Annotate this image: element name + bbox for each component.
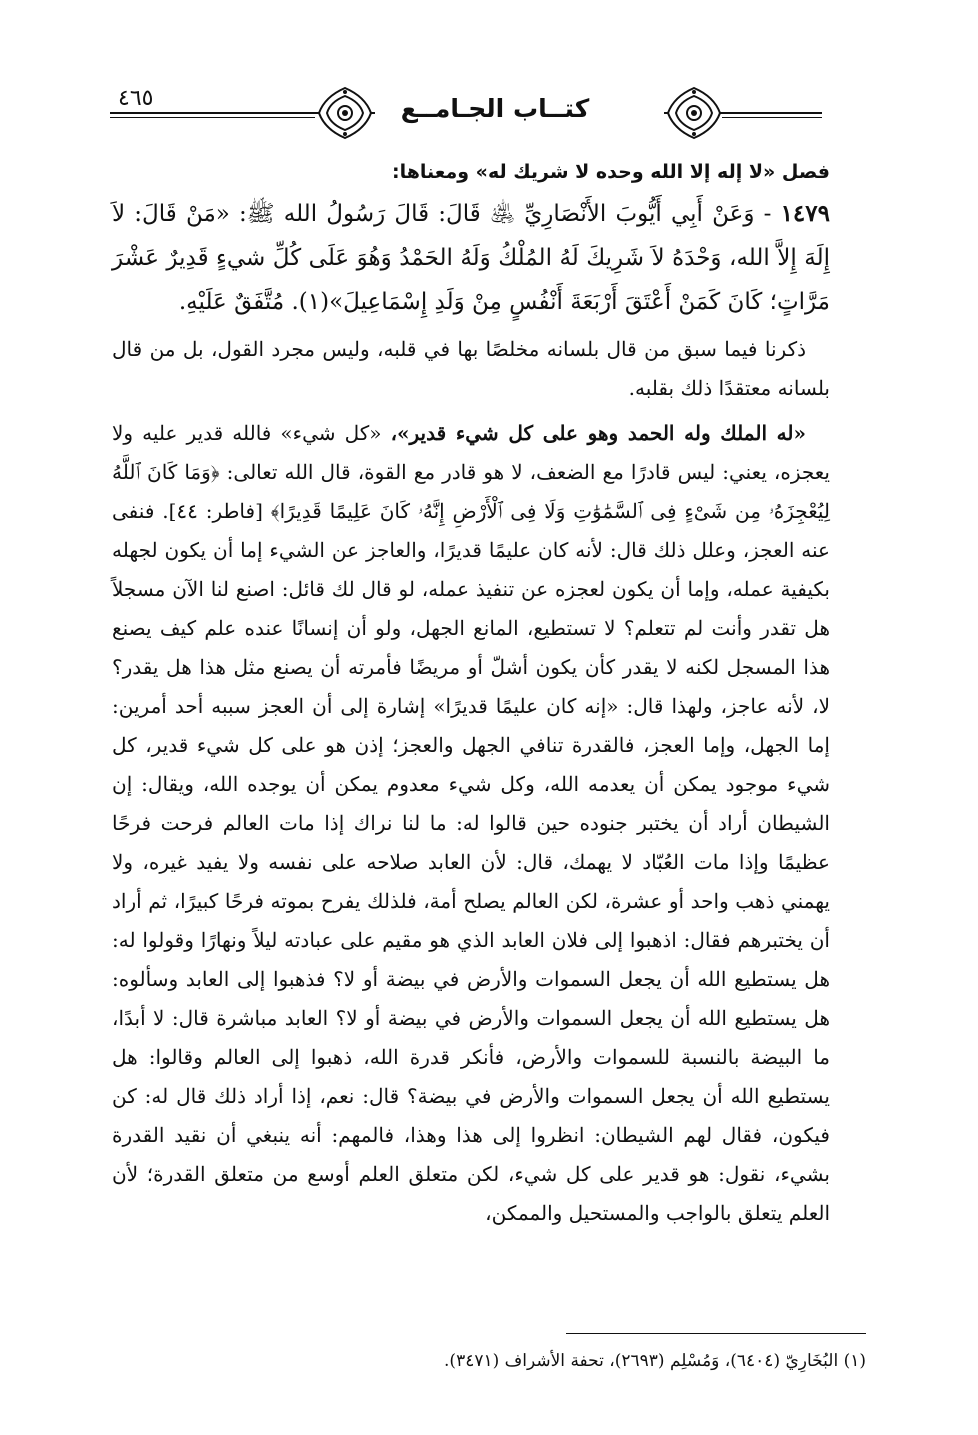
paragraph-body: «كل شيء» فالله قدير عليه ولا يعجزه، يعني: ليس قادرًا مع الضعف، لا هو قادر مع القوة، قال الله تعالى: ﴿وَمَا كَانَ ٱللَّهُ لِيُعْجِزَهُۥ مِن شَىْءٍ فِى ٱلسَّمَٰوَٰتِ وَلَا فِى ٱلْأَرْضِ إِنَّهُۥ كَانَ عَلِيمًا قَدِيرًا﴾ [فاطر: ٤٤]. فنفى عنه العجز، وعلل ذلك قال: لأنه كان عليمًا قديرًا، والعاجز عن الشيء إما أن يكون لجهله بكيفية عمله، وإما أن يكون لعجزه عن تنفيذ عمله، لو قال لك قائل: اصنع لنا الآن مسجلاً هل تقدر وأنت لم تتعلم؟ لا تستطيع، المانع الجهل، ولو أن إنسانًا عنده علم كيف يصنع هذا المسجل لكنه لا يقدر كأن يكون أشلّ أو مريضًا فأمرته أن يصنع مثل هذا هل يقدر؟ لا، لأنه عاجز، ولهذا قال: «إنه كان عليمًا قديرًا» إشارة إلى أن العجز سببه أحد أمرين: إما الجهل، وإما العجز، فالقدرة تنافي الجهل والعجز؛ إذن هو على كل شيء قدير، كل شيء موجود يمكن أن يعدمه الله، وكل شيء معدوم يمكن أن يوجده الله، ويقال: إن الشيطان أراد أن يختبر جنوده حين قالوا له: ما لنا نراك إذا مات العالم فرحت فرحًا عظيمًا وإذا مات العُبّاد لا يهمك، قال: لأن العابد صلاحه على نفسه ولا يفيد غيره، ولا يهمني ذهب واحد أو عشرة، لكن العالم يصلح أمة، فلذلك يفرح بموته فرحًا كبيرًا، ثم أراد أن يختبرهم فقال: اذهبوا إلى فلان العابد الذي هو مقيم على عبادته ليلاً ونهارًا وقولوا له: هل يستطيع الله أن يجعل السموات والأرض في بيضة أو لا؟ فذهبوا إلى العابد وسألوه: هل يستطيع الله أن يجعل السموات والأرض في بيضة أو لا؟ العابد مباشرة قال: لا أبدًا، ما البيضة بالنسبة للسموات والأرض، فأنكر قدرة الله، ذهبوا إلى العالم وقالوا: هل يستطيع الله أن يجعل السموات والأرض في بيضة؟ قال: نعم، إذا أراد ذلك قال له: كن فيكون، فقال لهم الشيطان: انظروا إلى هذا وهذا، فالمهم: أنه ينبغي أن نقيد القدرة بشيء، نقول: هو قدير على كل شيء، لكن متعلق العلم أوسع من متعلق القدرة؛ لأن العلم يتعلق بالواجب والمستحيل والممكن،	[112, 421, 830, 1225]
footnote-divider	[566, 1333, 866, 1334]
hadith-text	[112, 192, 830, 324]
page-content	[112, 152, 830, 1233]
header-rule-right	[722, 112, 822, 114]
section-heading: فصل «لا إله إلا الله وحده لا شريك له» ومعناها:	[391, 161, 830, 183]
page-number: ٤٦٥	[118, 86, 154, 111]
commentary-paragraph-1: ذكرنا فيما سبق من قال بلسانه مخلصًا بها في قلبه، وليس مجرد القول، بل من قال بلسانه معتقدًا ذلك بقلبه.	[112, 337, 830, 400]
hadith-number: ١٤٧٩	[780, 200, 830, 227]
header-rule-right-thin	[722, 117, 822, 118]
hadith-body: - وَعَنْ أَبِي أَيُّوبَ الأَنْصَارِيِّ ﵁ قَالَ: قَالَ رَسُولُ الله ﷺ: «مَنْ قَالَ: لاَ إِلَهَ إِلاَّ الله، وَحْدَهُ لاَ شَرِيكَ لَهُ المُلْكُ وَلَهُ الحَمْدُ وَهُوَ عَلَى كُلِّ شيءٍ قَدِيرٌ عَشْرَ مَرَّاتٍ؛ كَانَ كَمَنْ أَعْتَقَ أَرْبَعَةَ أَنْفُسٍ مِنْ وَلَدِ إِسْمَاعِيلَ»(١). مُتَّفَقٌ عَلَيْهِ.	[112, 201, 830, 315]
header-rule-left-thin	[110, 117, 315, 118]
page-header	[110, 80, 822, 142]
commentary-paragraph-2	[112, 414, 830, 1233]
footnote: (١) البُخَارِيّ (٦٤٠٤)، وَمُسْلِم (٢٦٩٣)، تحفة الأشراف (٣٤٧١).	[444, 1351, 866, 1371]
paragraph-lead: «له الملك وله الحمد وهو على كل شيء قدير»،	[390, 421, 806, 445]
ornament-right-icon	[664, 84, 724, 142]
book-title: كتــاب الجـامــع	[400, 94, 590, 123]
header-rule-left	[110, 112, 315, 114]
